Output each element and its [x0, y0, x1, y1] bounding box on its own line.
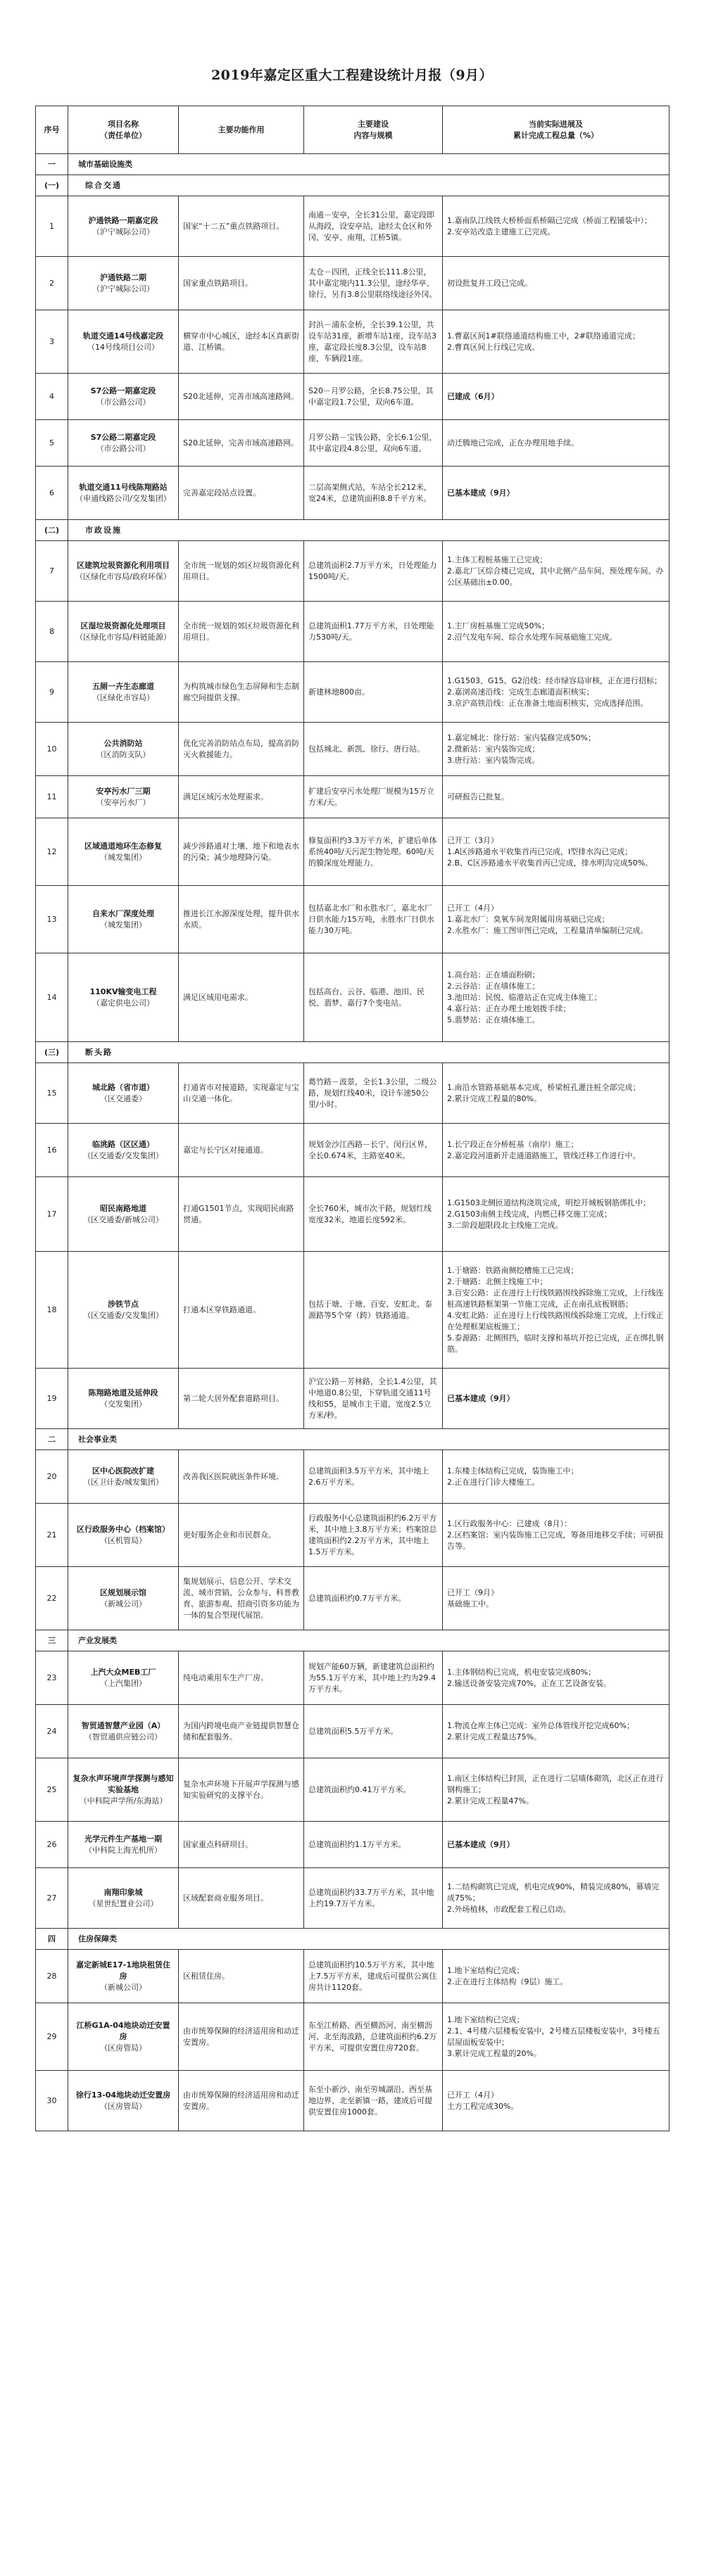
project-owner: （市公路公司） — [96, 443, 151, 453]
table-row — [36, 310, 670, 374]
row-number: 8 — [36, 602, 68, 662]
table-row — [36, 467, 670, 520]
function-cell: 嘉定与长宁区对接通道。 — [179, 1124, 304, 1177]
row-number: 二 — [36, 1429, 68, 1450]
row-number: 10 — [36, 723, 68, 776]
project-name: S7公路二期嘉定段 — [90, 432, 156, 442]
project-name: 区域通道地环生态修复 — [84, 841, 162, 851]
row-number: 16 — [36, 1124, 68, 1177]
content-cell: 总建筑面积1.77万平方米，日处理能力530吨/天。 — [304, 602, 443, 662]
progress-cell: 已开工（4月） 1.嘉北水厂：臭氧车间龙附属用房基础已完成； 2.永胜水厂：施工图审图已完成，工程量清单编制已完成。 — [443, 886, 670, 953]
header-name: 项目名称 （责任单位） — [68, 106, 179, 154]
content-cell: 总建筑面积约0.41万平方米。 — [304, 1758, 443, 1822]
category-row — [36, 154, 670, 175]
project-name: 陈翔路地道及延伸段 — [88, 1388, 158, 1397]
category-row — [36, 1630, 670, 1651]
progress-cell: 已开工（3月） 1.A区涉路通水平收集首丙已完成，Ⅰ型排水沟已完成； 2.B、C区涉路通水平收集首丙已完成，排水明沟完成50%。 — [443, 818, 670, 886]
content-cell: 总建筑面积3.5万平方米，其中地上2.6万平方米。 — [304, 1450, 443, 1504]
project-owner: （沪宁城际公司） — [92, 284, 154, 293]
progress-cell: 1.主体工程桩基施工已完成； 2.嘉北厂区综合楼已完成，其中北侧产品车间、预处理车间、办公区基础出±0.00。 — [443, 541, 670, 602]
row-number: 7 — [36, 541, 68, 602]
project-owner: （区机管局） — [100, 1535, 146, 1545]
row-number: 25 — [36, 1758, 68, 1822]
progress-cell: 1.G1503北侧匝道结构浇筑完成，明挖开城板钢筋绑扎中； 2.G1503南侧主线完成，内燃已移交施工完成； 3.二阶段超限段北主线施工完成。 — [443, 1177, 670, 1252]
project-owner: （沪宁城际公司） — [92, 227, 154, 236]
function-cell: 打通本区穿铁路通道。 — [179, 1252, 304, 1369]
table-row — [36, 1822, 670, 1868]
project-name-cell — [68, 420, 179, 467]
project-name: 江桥G1A-04地块动迁安置房 — [76, 2020, 170, 2041]
project-name-cell — [68, 1758, 179, 1822]
table-row — [36, 2003, 670, 2071]
content-cell: 包括高台、云谷、临港、池田、民悦、翡梦、嘉行7个变电站。 — [304, 953, 443, 1042]
content-cell: 包括嘉北水厂和永胜水厂，嘉北水厂日供水能力15万吨，永胜水厂日供水能力30万吨。 — [304, 886, 443, 953]
function-cell: 减少涉路通对土壤、地下和地表水的污染；减少地理降污染。 — [179, 818, 304, 886]
content-cell: 月罗公路－宝钱公路，全长6.1公里，其中嘉定段4.8公里，双向6车道。 — [304, 420, 443, 467]
function-cell: 区租赁住房。 — [179, 1950, 304, 2003]
project-owner: （新城公司） — [100, 1982, 146, 1992]
table-row — [36, 1950, 670, 2003]
function-cell: 横穿市中心城区，途经本区真新街道、江桥镇。 — [179, 310, 304, 374]
content-cell: 全长760米，城市次干路，规划红线宽度32米，地道长度592米。 — [304, 1177, 443, 1252]
table-row — [36, 420, 670, 467]
row-number: 12 — [36, 818, 68, 886]
project-name-cell — [68, 818, 179, 886]
table-row — [36, 602, 670, 662]
table-body — [36, 154, 670, 2131]
project-owner: （区卫计委/城发集团） — [83, 1477, 163, 1487]
progress-cell: 已开工（9月） 基础施工中。 — [443, 1567, 670, 1630]
content-cell: 总建筑面积约10.5万平方米，其中地上7.5万平方米，建成后可提供公寓住房共计1120套。 — [304, 1950, 443, 2003]
function-cell: 复杂水声环境下开展声学探测与感知实验研究的支撑平台。 — [179, 1758, 304, 1822]
function-cell: 由市统筹保障的经济适用房和动迁安置房。 — [179, 2071, 304, 2131]
project-owner: （市公路公司） — [96, 397, 151, 407]
function-cell: 完善嘉定段站点设置。 — [179, 467, 304, 520]
function-cell: 优化完善消防站点布局，提高消防灭火救援能力。 — [179, 723, 304, 776]
content-cell: 总建筑面积5.5万平方米。 — [304, 1705, 443, 1758]
project-name: 区中心医院改扩建 — [92, 1466, 154, 1476]
project-name-cell — [68, 374, 179, 420]
table-row — [36, 1450, 670, 1504]
content-cell: 行政服务中心总建筑面积约6.2万平方米，其中地上3.8万平方米；档案馆总建筑面积约2.2万平方米，其中地上1.5万平方米。 — [304, 1504, 443, 1567]
project-owner: （区消防支队） — [96, 749, 151, 759]
project-owner: （城发集团） — [100, 852, 146, 862]
content-cell: 修复面积约3.3万平方米，扩建后单体系统40吨/天污泥生物处理。60吨/天的膜深度处理能力。 — [304, 818, 443, 886]
table-row — [36, 1063, 670, 1124]
content-cell: 封浜－浦东金桥，全长39.1公里，共设车站31座，新增车站1座，设车站3座，嘉定段长度8.3公里，设车站8座，车辆段1座。 — [304, 310, 443, 374]
project-name-cell — [68, 1450, 179, 1504]
project-owner: （区交通委） — [100, 1093, 146, 1103]
project-name-cell — [68, 1177, 179, 1252]
table-row — [36, 1758, 670, 1822]
project-name: 复杂水声环境声学探测与感知实验基地 — [73, 1773, 174, 1794]
row-number: 20 — [36, 1450, 68, 1504]
project-name-cell — [68, 886, 179, 953]
row-number: 19 — [36, 1369, 68, 1429]
function-cell: 集规划展示、信息公开、学术交流、城市营销、公众参与、科普教育、旅游参观、招商引资多功能为一体的复合型现代展馆。 — [179, 1567, 304, 1630]
project-owner: （区房管局） — [100, 2101, 146, 2111]
row-number: 29 — [36, 2003, 68, 2071]
project-name-cell — [68, 602, 179, 662]
project-name: 城北路（省市道） — [92, 1082, 154, 1092]
content-cell: 二层高架侧式站，车站全长212米，宽24米，总建筑面积8.8千平方米。 — [304, 467, 443, 520]
project-name: 区建筑垃圾资源化利用项目 — [77, 560, 170, 570]
content-cell: 扩建后安亭污水处理厂规模为15万立方米/天。 — [304, 776, 443, 818]
project-owner: （区房管局） — [100, 2043, 146, 2052]
function-cell: 纯电动乘用车生产厂房。 — [179, 1651, 304, 1705]
project-name-cell — [68, 1705, 179, 1758]
row-number: 一 — [36, 154, 68, 175]
project-name: 区湿垃圾资源化处理项目 — [80, 621, 166, 630]
content-cell: 新建林地800亩。 — [304, 662, 443, 723]
row-number: (二) — [36, 520, 68, 541]
project-name: 涉铁节点 — [108, 1299, 139, 1309]
table-row — [36, 723, 670, 776]
row-number: 28 — [36, 1950, 68, 2003]
function-cell: 为国内跨境电商产业链提供智慧仓储和配套服务。 — [179, 1705, 304, 1758]
content-cell: 沪宜公路－芳林路，全长1.4公里，其中地道0.8公里，下穿轨道交通11号线和S5，是城市主干道，宽度2.5立方米/秒。 — [304, 1369, 443, 1429]
project-name-cell — [68, 1651, 179, 1705]
row-number: (一) — [36, 175, 68, 196]
project-name-cell — [68, 1124, 179, 1177]
table-row — [36, 1868, 670, 1929]
row-number: 4 — [36, 374, 68, 420]
project-name-cell — [68, 257, 179, 310]
content-cell: 总建筑面积约0.7万平方米。 — [304, 1567, 443, 1630]
row-number: 9 — [36, 662, 68, 723]
table-row — [36, 374, 670, 420]
project-owner: （区交通委/交发集团） — [83, 1150, 163, 1160]
function-cell: S20北延伸，完善市域高速路网。 — [179, 420, 304, 467]
content-cell: 包括于塘、于塘、百安、安虹北、泰源路等5个穿（跨）铁路通道。 — [304, 1252, 443, 1369]
project-name-cell — [68, 2003, 179, 2071]
project-name: 区规划展示馆 — [100, 1587, 146, 1597]
project-name: 昭民南路地道 — [100, 1203, 146, 1213]
project-owner: （上汽集团） — [100, 1678, 146, 1688]
project-name: 五厕一卉生态廊道 — [92, 681, 154, 691]
progress-cell: 已基本建成（9月） — [443, 1822, 670, 1868]
project-name: 上汽大众MEB工厂 — [90, 1667, 156, 1677]
project-owner: （中科院声学所/东海站） — [79, 1796, 168, 1806]
row-number: 13 — [36, 886, 68, 953]
progress-cell: 已开工（4月） 土方工程完成30%。 — [443, 2071, 670, 2131]
table-row — [36, 1252, 670, 1369]
table-header-row — [36, 106, 670, 154]
content-cell: 东至小新沙、南至劳城湖沿、西至基地边界、北至新镇一路，建成后可提供安置住房1000套。 — [304, 2071, 443, 2131]
project-name: 轨道交通14号线嘉定段 — [82, 331, 164, 341]
row-number: 11 — [36, 776, 68, 818]
table-row — [36, 953, 670, 1042]
progress-cell: 1.地下室结构已完成； 2.正在进行主体结构（9层）施工。 — [443, 1950, 670, 2003]
project-name: 沪通铁路一期嘉定段 — [88, 215, 158, 225]
row-number: 四 — [36, 1929, 68, 1950]
content-cell: 东至江桥路、西至横沥河、南至横沥河、北至海波路，总建筑面积约6.2万平方米，可提供安置住房720套。 — [304, 2003, 443, 2071]
progress-cell: 1.南区主体结构已封顶，正在进行二层墙体砌筑，北区正在进行钢构施工； 2.累计完成工程量47%。 — [443, 1758, 670, 1822]
function-cell: 改善我区医院就医条件环境。 — [179, 1450, 304, 1504]
project-name-cell — [68, 1822, 179, 1868]
content-cell: 太仓－四团，正线全长111.8公里，其中嘉定境内11.3公里，途经华亭、徐行，另有3.8公里联络线途径外冈。 — [304, 257, 443, 310]
row-number: 17 — [36, 1177, 68, 1252]
project-name-cell — [68, 2071, 179, 2131]
table-row — [36, 1651, 670, 1705]
table-row — [36, 1504, 670, 1567]
content-cell: 南通－安亭，全长31公里，嘉定段即从海段，设安亭站，途经太仓区和外冈、安亭、南翔，江桥5镇。 — [304, 196, 443, 257]
function-cell: 国家重点铁路项目。 — [179, 257, 304, 310]
progress-cell: 1.南沿水管路基础基本完成，桥梁桩孔灌注桩全部完成； 2.累计完成工程量的80%。 — [443, 1063, 670, 1124]
project-name-cell — [68, 541, 179, 602]
table-row — [36, 1177, 670, 1252]
subcategory-label: 断头路 — [68, 1042, 670, 1063]
project-name-cell — [68, 1504, 179, 1567]
category-label: 住房保障类 — [68, 1929, 670, 1950]
progress-cell: 已基本建成（9月） — [443, 1369, 670, 1429]
progress-cell: 可研报告已批复。 — [443, 776, 670, 818]
header-progress: 当前实际进展及 累计完成工程总量（%） — [443, 106, 670, 154]
progress-cell: 已建成（6月） — [443, 374, 670, 420]
row-number: 26 — [36, 1822, 68, 1868]
project-owner: （智贸通供应链公司） — [84, 1732, 162, 1741]
progress-cell: 1.嘉南队江线铁大桥桥面系桥隔已完成（桥面工程铺装中）； 2.安亭站改造主建施工已完成。 — [443, 196, 670, 257]
function-cell: 打通G1501节点，实现昭民南路贯通。 — [179, 1177, 304, 1252]
category-label: 产业发展类 — [68, 1630, 670, 1651]
project-owner: （区绿化市容局/科链能源） — [75, 632, 171, 642]
function-cell: 为构筑城市绿色生态屏障和生态制廊空间提供支撑。 — [179, 662, 304, 723]
project-name-cell — [68, 1063, 179, 1124]
progress-cell: 1.区行政服务中心：已建成（8月）： 2.区档案馆：室内装饰施工已完成，筹备用地移交手续；可研报告等。 — [443, 1504, 670, 1567]
progress-cell: 1.东楼主体结构已完成，装饰施工中； 2.正在进行门诊大楼施工。 — [443, 1450, 670, 1504]
row-number: 30 — [36, 2071, 68, 2131]
table-row — [36, 818, 670, 886]
content-cell: 总建筑面积约1.1万平方米。 — [304, 1822, 443, 1868]
row-number: 2 — [36, 257, 68, 310]
project-name: 智贸通智慧产业园（A） — [81, 1720, 165, 1730]
project-name-cell — [68, 196, 179, 257]
row-number: 5 — [36, 420, 68, 467]
content-cell: 规划金沙江西路－长宁、闵行区界，全长0.674米，主路宽40米。 — [304, 1124, 443, 1177]
project-owner: （星世纪置业公司） — [88, 1898, 158, 1908]
row-number: 27 — [36, 1868, 68, 1929]
table-row — [36, 662, 670, 723]
table-row — [36, 1705, 670, 1758]
category-label: 城市基础设施类 — [68, 154, 670, 175]
row-number: 24 — [36, 1705, 68, 1758]
project-owner: （区绿化市容局） — [92, 692, 154, 702]
subcategory-label: 综合交通 — [68, 175, 670, 196]
project-name-cell — [68, 1252, 179, 1369]
project-owner: （嘉定供电公司） — [92, 998, 154, 1008]
table-row — [36, 257, 670, 310]
project-name-cell — [68, 776, 179, 818]
progress-cell: 1.二结构砌筑已完成，机电完成90%，精装完成80%，幕墙完成75%； 2.外场植林，市政配套工程已启动。 — [443, 1868, 670, 1929]
progress-cell: 1.长宁段正在分桥桩基（南岸）施工； 2.嘉定段河道新开走通道路施工，管线迁移工作进行中。 — [443, 1124, 670, 1177]
row-number: 21 — [36, 1504, 68, 1567]
content-cell: S20－月罗公路，全长8.75公里，其中嘉定段1.7公里，双向6车道。 — [304, 374, 443, 420]
subcategory-row — [36, 1042, 670, 1063]
project-name: 嘉定新城E17-1地块租赁住房 — [75, 1960, 171, 1981]
row-number: 三 — [36, 1630, 68, 1651]
project-owner: （区绿化市容局/政府环保） — [75, 571, 171, 581]
progress-cell: 1.于塘路：铁路南侧挖槽施工已完成； 2.于塘路：北侧主线施工中； 3.百安公路：正在进行上行线铁路围线拆除施工完成，上行线连桩高速铁路框架第一节施工完成，正在南孔底板钢筋； 4.安虹北路：正在进行上行线铁路围线拆除施工完成，上行线正在处理框架底板施工； 5.泰源路：北侧围挡，临时支撑和基坑开挖已完成，正在绑扎钢筋。 — [443, 1252, 670, 1369]
content-cell: 葛竹路－波景，全长1.3公里，二级公路，规划红线40米，设计车速50公里/小时。 — [304, 1063, 443, 1124]
function-cell: 由市统筹保障的经济适用房和动迁安置房。 — [179, 2003, 304, 2071]
header-content: 主要建设 内容与规模 — [304, 106, 443, 154]
project-name-cell — [68, 1567, 179, 1630]
project-name-cell — [68, 662, 179, 723]
project-name: 轨道交通11号线陈翔路站 — [79, 482, 168, 492]
category-label: 社会事业类 — [68, 1429, 670, 1450]
row-number: 6 — [36, 467, 68, 520]
content-cell: 规划产能60万辆，新建建筑总面积约为55.1万平方米，其中地上约为29.4万平方米。 — [304, 1651, 443, 1705]
progress-cell: 1.曹嘉区间1#联络通道结构施工中，2#联络通道完成； 2.曹真区间上行线已完成。 — [443, 310, 670, 374]
project-name: 安亭污水厂三期 — [96, 786, 151, 796]
content-cell: 总建筑面积约33.7万平方米，其中地上约19.7万平方米。 — [304, 1868, 443, 1929]
project-name: 南翔印象城 — [103, 1887, 143, 1897]
project-owner: （中科院上海光机所） — [84, 1845, 162, 1855]
project-name: 临洮路（区区通） — [92, 1139, 154, 1149]
function-cell: 国家重点科研项目。 — [179, 1822, 304, 1868]
subcategory-row — [36, 520, 670, 541]
progress-cell: 1.嘉定城北：徐行站：室内装修完成50%； 2.微新站：室内装饰完成； 3.唐行站：室内装饰完成。 — [443, 723, 670, 776]
page-title: 2019年嘉定区重大工程建设统计月报（9月） — [210, 68, 494, 83]
table-row — [36, 1124, 670, 1177]
table-row — [36, 1369, 670, 1429]
project-owner: （申通线路公司/交发集团） — [75, 493, 171, 503]
header-function: 主要功能作用 — [179, 106, 304, 154]
header-no: 序号 — [36, 106, 68, 154]
function-cell: 全市统一规划的郊区垃圾资源化利用项目。 — [179, 602, 304, 662]
row-number: 18 — [36, 1252, 68, 1369]
project-owner: （新城公司） — [100, 1599, 146, 1609]
row-number: 3 — [36, 310, 68, 374]
project-owner: （安亭污水厂） — [96, 797, 151, 807]
project-owner: （交发集团） — [100, 1399, 146, 1409]
progress-cell: 初设批复并工段已完成。 — [443, 257, 670, 310]
function-cell: 打通省市对接道路，实现嘉定与宝山交通一体化。 — [179, 1063, 304, 1124]
progress-cell: 1.主体钢结构已完成，机电安装完成80%； 2.输送设备安装完成70%，正在工艺设备安装。 — [443, 1651, 670, 1705]
row-number: (三) — [36, 1042, 68, 1063]
subcategory-row — [36, 175, 670, 196]
content-cell: 包括城北、新凯、徐行、唐行站。 — [304, 723, 443, 776]
function-cell: 满足区域用电需求。 — [179, 953, 304, 1042]
project-name: 自来水厂深度处理 — [92, 908, 154, 918]
progress-cell: 1.物流仓库主体已完成：室外总体管线开挖完成60%； 2.累计完成工程量达75%。 — [443, 1705, 670, 1758]
progress-cell: 1.高台站：正在墙面粉刷； 2.云谷站：正在墙体施工； 3.池田站：民悦、临港站正在完成主体施工； 4.嘉行站：正在办理土地划拨手续； 5.翡梦站：正在墙体施工。 — [443, 953, 670, 1042]
project-name: 光学元件生产基地一期 — [84, 1834, 162, 1844]
project-name: 徐行13-04地块动迁安置房 — [75, 2090, 171, 2100]
row-number: 22 — [36, 1567, 68, 1630]
project-owner: （城发集团） — [100, 920, 146, 929]
project-name-cell — [68, 1868, 179, 1929]
project-name-cell — [68, 953, 179, 1042]
project-name-cell — [68, 1950, 179, 2003]
content-cell: 总建筑面积2.7万平方米，日处理能力1500吨/天。 — [304, 541, 443, 602]
project-name-cell — [68, 467, 179, 520]
progress-cell: 1.地下室结构已完成； 2.1、4号楼六层楼板安装中，2号楼五层楼板安装中，3号楼五层屋面板安装中； 3.累计完成工程量的20%。 — [443, 2003, 670, 2071]
row-number: 23 — [36, 1651, 68, 1705]
project-name-cell — [68, 1369, 179, 1429]
project-name-cell — [68, 310, 179, 374]
category-row — [36, 1429, 670, 1450]
project-name: 区行政服务中心（档案馆） — [77, 1524, 170, 1534]
function-cell: 国家“十二五”重点铁路项目。 — [179, 196, 304, 257]
table-row — [36, 2071, 670, 2131]
function-cell: 推进长江水源深度处理，提升供水水质。 — [179, 886, 304, 953]
table-row — [36, 541, 670, 602]
function-cell: 全市统一规划的郊区垃圾资源化利用项目。 — [179, 541, 304, 602]
subcategory-label: 市政设施 — [68, 520, 670, 541]
table-row — [36, 776, 670, 818]
function-cell: 更好服务企业和市民群众。 — [179, 1504, 304, 1567]
progress-cell: 动迁腾地已完成，正在办理用地手续。 — [443, 420, 670, 467]
project-owner: （区交通委/新城公司） — [83, 1214, 163, 1224]
table-row — [36, 196, 670, 257]
function-cell: S20北延伸，完善市域高速路网。 — [179, 374, 304, 420]
project-name: 沪通铁路二期 — [100, 272, 146, 282]
function-cell: 第二轮大居外配套道路项目。 — [179, 1369, 304, 1429]
function-cell: 满足区域污水处理需求。 — [179, 776, 304, 818]
projects-table — [35, 106, 670, 2131]
table-row — [36, 886, 670, 953]
project-name-cell — [68, 723, 179, 776]
category-row — [36, 1929, 670, 1950]
project-owner: （14号线项目公司） — [87, 342, 159, 352]
project-name: 110KV输变电工程 — [89, 986, 157, 996]
project-name: S7公路一期嘉定段 — [90, 386, 156, 395]
project-name: 公共消防站 — [103, 738, 143, 748]
row-number: 14 — [36, 953, 68, 1042]
row-number: 15 — [36, 1063, 68, 1124]
progress-cell: 已基本建成（9月） — [443, 467, 670, 520]
row-number: 1 — [36, 196, 68, 257]
function-cell: 区域配套商业服务项目。 — [179, 1868, 304, 1929]
progress-cell: 1.主厂房桩基施工完成50%； 2.沼气发电车间、综合水处理车间基础施工完成。 — [443, 602, 670, 662]
progress-cell: 1.G1503、G15、G2沿线：经市绿容局审核，正在进行招标； 2.嘉浏高速沿线：完成生态廊道面积核实； 3.京沪高铁沿线：正在准备土地面积核实，完成选择范围。 — [443, 662, 670, 723]
project-owner: （区交通委/交发集团） — [83, 1310, 163, 1320]
table-row — [36, 1567, 670, 1630]
